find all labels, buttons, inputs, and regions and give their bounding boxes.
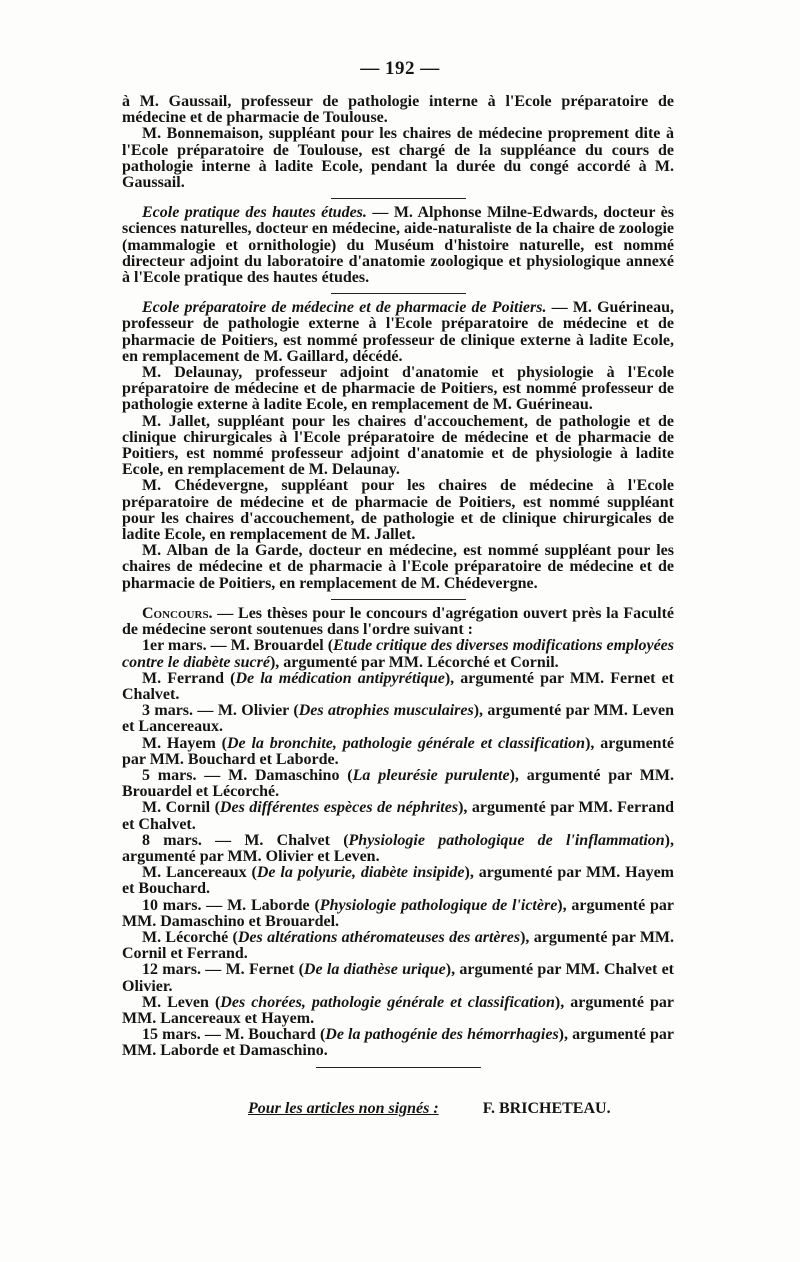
examiners: ), argumenté par MM. Brouardel et Lécorché. [122,766,675,801]
page-number: — 192 — [360,58,440,79]
thesis-title: La pleurésie purulente [352,766,510,784]
paragraph-text: — M. Guérineau, professeur de pathologie externe à l'Ecole préparatoire de médecine et de pharmacie de Poitiers, est nommé professeur de clinique externe à ladite Ecole, en remplacement de M. Gaillard, décédé. [122,299,674,365]
candidate: M. Lécorché ( [142,928,238,946]
candidate: M. Brouardel ( [230,637,334,655]
concours-date: 10 mars. — [142,896,228,914]
paragraph-alban-de-la-garde: M. Alban de la Garde, docteur en médecine, est nommé suppléant pour les chaires de médecine et de pharmacie à l'Ecole préparatoire de médecine et de pharmacie de Poitiers, en remplacement de M. Chédevergne. [122,542,674,592]
concours-date: 3 mars. — [142,702,218,720]
paragraph-jallet: M. Jallet, suppléant pour les chaires d'accouchement, de pathologie et de clinique chirurgicales à l'Ecole préparatoire de médecine et de pharmacie de Poitiers, est nommé professeur adjoint d'anatomie et de physiologie à ladite Ecole, en remplacement de M. Delaunay. [122,412,674,479]
section-heading-hautes-etudes: Ecole pratique des hautes études. [142,204,367,222]
thesis-title: Des altérations athéromateuses des artères [237,928,521,946]
thesis-title: Des différentes espèces de néphrites [219,799,459,817]
section-heading-poitiers: Ecole préparatoire de médecine et de pharmacie de Poitiers. [142,299,547,317]
concours-date: 5 mars. — [142,766,229,784]
thesis-title: De la diathèse urique [303,961,446,979]
paragraph-hautes-etudes [122,205,674,286]
paragraph-text: — Les thèses pour le concours d'agrégation ouvert près la Faculté de médecine seront soutenues dans l'ordre suivant : [122,604,674,639]
examiners: ), argumenté par MM. Olivier et Leven. [122,831,674,865]
examiners: ), argumenté par MM. Damaschino et Brouardel. [122,896,674,930]
thesis-title: De la polyurie, diabète insipide [256,864,465,882]
concours-entry [122,833,674,865]
paragraph-chedevergne: M. Chédevergne, suppléant pour les chaires de médecine à l'Ecole préparatoire de médecine et de pharmacie de Poitiers, est nommé suppléant pour les chaires d'accouchement, de pathologie et de clinique chirurgicales de ladite Ecole, en remplacement de M. Jallet. [122,477,674,544]
section-divider [316,1067,481,1068]
section-divider [331,599,466,600]
thesis-title: Des chorées, pathologie générale et classification [220,993,555,1011]
candidate: M. Laborde ( [227,896,320,914]
concours-entry [122,930,674,962]
examiners: ), argumenté par MM. Chalvet et Olivier. [122,961,675,995]
examiners: ), argumenté par MM. Fernet et Chalvet. [122,669,675,703]
examiners: ), argumenté par MM. Lancereaux et Hayem. [122,993,675,1027]
examiners: ), argumenté par MM. Ferrand et Chalvet. [122,799,675,833]
concours-entry [122,962,674,994]
candidate: M. Olivier ( [217,702,299,720]
examiners: ), argumenté par MM. Cornil et Ferrand. [122,928,675,963]
paragraph-concours-intro [122,606,674,638]
candidate: M. Ferrand ( [142,669,236,687]
candidate: M. Cornil ( [142,799,220,817]
concours-entry [122,736,674,768]
concours-entry [122,800,674,832]
concours-entry [122,995,674,1027]
thesis-title: Des atrophies musculaires [298,702,474,720]
section-heading-concours: Concours. [142,604,213,622]
concours-date: 15 mars. — [142,1026,226,1044]
thesis-title: Physiologie pathologique de l'inflammation [348,831,665,849]
examiners: ), argumenté par MM. Bouchard et Laborde. [122,734,674,768]
concours-entry [122,1027,674,1059]
examiners: ), argumenté par MM. Lécorché et Cornil. [269,653,559,671]
examiners: ), argumenté par MM. Laborde et Damaschino. [122,1026,675,1060]
candidate: M. Fernet ( [225,961,304,979]
concours-date: 1er mars. — [142,637,231,655]
thesis-title: Etude critique des diverses modifications employées contre le diabète sucré [122,637,675,671]
signature-line [248,1100,668,1118]
concours-entry [122,671,674,703]
candidate: M. Damaschino ( [228,766,353,784]
concours-entry [122,703,674,735]
paragraph-gaussail: à M. Gaussail, professeur de pathologie interne à l'Ecole préparatoire de médecine et de pharmacie de Toulouse. [122,93,674,127]
thesis-title: Physiologie pathologique de l'ictère [319,896,558,914]
thesis-title: De la pathogénie des hémorrhagies [325,1026,559,1044]
candidate: M. Leven ( [142,993,221,1011]
concours-date: 8 mars. — [142,831,245,849]
concours-date: 12 mars. — [142,961,226,979]
candidate: M. Chalvet ( [244,831,349,849]
paragraph-delaunay: M. Delaunay, professeur adjoint d'anatomie et physiologie à l'Ecole préparatoire de médecine et de pharmacie de Poitiers, est nommé professeur de pathologie externe à ladite Ecole, en remplacement de M. Guérineau. [122,364,674,414]
candidate: M. Hayem ( [142,734,227,752]
signature-name: F. BRICHETEAU. [482,1100,611,1117]
concours-entry [122,638,674,670]
examiners: ), argumenté par MM. Hayem et Bouchard. [122,864,675,898]
paragraph-poitiers-guerineau [122,300,674,365]
section-divider [331,198,466,199]
thesis-title: De la bronchite, pathologie générale et classification [226,734,586,752]
paragraph-bonnemaison: M. Bonnemaison, suppléant pour les chaires de médecine proprement dite à l'Ecole préparatoire de Toulouse, est chargé de la suppléance du cours de pathologie interne à ladite Ecole, pendant la durée du congé accordé à M. Gaussail. [122,125,674,192]
concours-entry [122,865,674,897]
paragraph-text: — M. Alphonse Milne-Edwards, docteur ès sciences naturelles, docteur en médecine, aide-naturaliste de la chaire de zoologie (mammalogie et ornithologie) du Muséum d'histoire naturelle, est nommé directeur adjoint du laboratoire d'anatomie zoologique et physiologique annexé à l'Ecole pratique des hautes études. [122,204,675,287]
signature-label: Pour les articles non signés : [248,1100,439,1117]
concours-entry [122,898,674,930]
concours-entry [122,768,674,800]
candidate: M. Lancereaux ( [142,864,257,882]
page-body [122,94,674,1074]
candidate: M. Bouchard ( [225,1026,326,1044]
section-divider [331,293,466,294]
thesis-title: De la médication antipyrétique [235,669,445,687]
examiners: ), argumenté par MM. Leven et Lancereaux. [122,702,675,736]
